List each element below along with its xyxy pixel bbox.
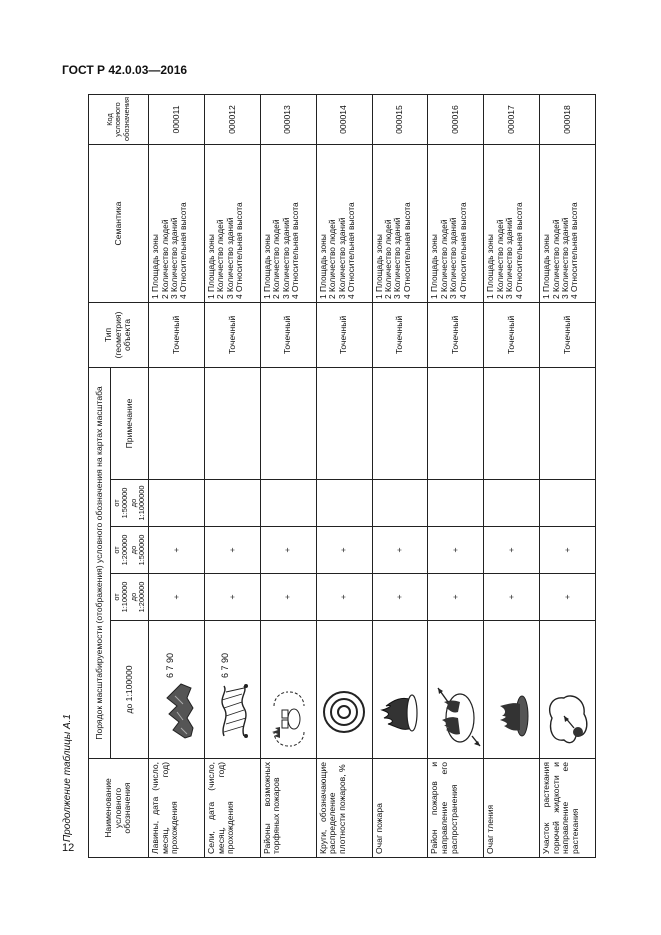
row-code: 000014	[316, 95, 372, 145]
row-semantics-line: 3 Количество зданий	[336, 217, 347, 299]
fire-area-direction-symbol	[428, 621, 484, 759]
row-scale-2: +	[316, 574, 372, 621]
row-semantics-line: 3 Количество зданий	[392, 217, 403, 299]
row-scale-4	[149, 480, 205, 527]
row-type: Точечный	[428, 303, 484, 368]
row-type: Точечный	[204, 303, 260, 368]
row-scale-3: +	[372, 527, 428, 574]
row-note	[372, 368, 428, 480]
table-row	[149, 95, 205, 858]
table-row	[260, 95, 316, 858]
col-header-scale-4: от 1:500000 до 1:1000000	[111, 480, 149, 527]
row-semantics	[540, 145, 596, 303]
row-semantics-line: 2 Количество людей	[382, 219, 393, 299]
row-scale-4	[428, 480, 484, 527]
table-row	[428, 95, 484, 858]
row-name: Районы возможных торфяных пожаров	[260, 759, 316, 858]
table-row	[540, 95, 596, 858]
row-note	[204, 368, 260, 480]
row-semantics-line: 4 Относительная высота	[290, 202, 301, 299]
row-semantics-line: 1 Площадь зоны	[150, 234, 161, 299]
row-scale-4	[204, 480, 260, 527]
row-note	[149, 368, 205, 480]
row-scale-3: +	[316, 527, 372, 574]
col-header-order: Порядок масштабируемости (отображения) условного обозначения на картах масштаба	[89, 368, 111, 759]
row-code: 000011	[149, 95, 205, 145]
col-header-scale-3: от 1:200000 до 1:500000	[111, 527, 149, 574]
fire-seat-symbol	[372, 621, 428, 759]
row-semantics-line: 1 Площадь зоны	[485, 234, 496, 299]
row-scale-3: +	[484, 527, 540, 574]
row-semantics-line: 1 Площадь зоны	[317, 234, 328, 299]
table-row	[484, 95, 540, 858]
col-header-scale-2: от 1:100000 до 1:200000	[111, 574, 149, 621]
rotated-table-wrapper	[88, 95, 596, 858]
row-scale-2: +	[204, 574, 260, 621]
col-header-type: Тип (геометрия) объекта	[89, 303, 149, 368]
liquid-spill-symbol	[540, 621, 596, 759]
row-note	[484, 368, 540, 480]
row-name: Сели, дата (число, месяц, год) прохождения	[204, 759, 260, 858]
row-semantics	[372, 145, 428, 303]
row-scale-2: +	[484, 574, 540, 621]
fire-density-circles-symbol	[316, 621, 372, 759]
row-semantics-line: 2 Количество людей	[550, 219, 561, 299]
smoldering-seat-symbol	[484, 621, 540, 759]
row-semantics-line: 1 Площадь зоны	[261, 234, 272, 299]
row-semantics-line: 3 Количество зданий	[504, 217, 515, 299]
row-scale-4	[372, 480, 428, 527]
table-row	[372, 95, 428, 858]
symbols-table	[88, 94, 596, 858]
row-symbol-date-label: 6 7 90	[164, 652, 175, 678]
row-semantics	[428, 145, 484, 303]
row-semantics-line: 4 Относительная высота	[569, 202, 580, 299]
row-semantics-line: 3 Количество зданий	[559, 217, 570, 299]
row-scale-2: +	[149, 574, 205, 621]
row-code: 000012	[204, 95, 260, 145]
row-code: 000013	[260, 95, 316, 145]
row-type: Точечный	[484, 303, 540, 368]
row-type: Точечный	[260, 303, 316, 368]
row-semantics-line: 3 Количество зданий	[168, 217, 179, 299]
col-header-scale-1: до 1:100000	[111, 621, 149, 759]
page-number: 12	[62, 842, 75, 854]
row-code: 000016	[428, 95, 484, 145]
row-scale-2: +	[372, 574, 428, 621]
row-note	[316, 368, 372, 480]
row-code: 000017	[484, 95, 540, 145]
row-scale-2: +	[540, 574, 596, 621]
row-semantics-line: 4 Относительная высота	[178, 202, 189, 299]
row-scale-3: +	[540, 527, 596, 574]
row-semantics-line: 1 Площадь зоны	[373, 234, 384, 299]
row-semantics-line: 2 Количество людей	[271, 219, 282, 299]
row-semantics	[204, 145, 260, 303]
row-semantics-line: 3 Количество зданий	[224, 217, 235, 299]
row-type: Точечный	[149, 303, 205, 368]
row-semantics-line: 4 Относительная высота	[345, 202, 356, 299]
row-scale-4	[540, 480, 596, 527]
col-header-code: Код условного обозначения	[89, 95, 149, 145]
row-semantics-line: 4 Относительная высота	[457, 202, 468, 299]
row-code: 000018	[540, 95, 596, 145]
row-scale-3: +	[428, 527, 484, 574]
row-semantics-line: 2 Количество людей	[438, 219, 449, 299]
row-semantics-line: 1 Площадь зоны	[541, 234, 552, 299]
row-semantics	[484, 145, 540, 303]
row-name: Круги, обозначающие распределение плотности пожаров, %	[316, 759, 372, 858]
table-row	[204, 95, 260, 858]
row-scale-2: +	[260, 574, 316, 621]
row-name: Очаг пожара	[372, 759, 428, 858]
row-name: Очаг тления	[484, 759, 540, 858]
row-type: Точечный	[540, 303, 596, 368]
row-semantics-line: 3 Количество зданий	[448, 217, 459, 299]
row-name: Участок растекания горючей жидкости и направление ее растекания	[540, 759, 596, 858]
row-type: Точечный	[372, 303, 428, 368]
row-semantics	[149, 145, 205, 303]
row-semantics-line: 2 Количество людей	[159, 219, 170, 299]
row-semantics-line: 1 Площадь зоны	[429, 234, 440, 299]
row-semantics-line: 1 Площадь зоны	[205, 234, 216, 299]
row-semantics-line: 2 Количество людей	[215, 219, 226, 299]
peat-fire-zone-symbol	[260, 621, 316, 759]
table-continuation-caption: Продолжение таблицы А.1	[62, 714, 73, 842]
row-semantics-line: 2 Количество людей	[327, 219, 338, 299]
row-note	[260, 368, 316, 480]
row-scale-2: +	[428, 574, 484, 621]
mudflow-symbol	[204, 621, 260, 759]
row-note	[540, 368, 596, 480]
row-semantics-line: 4 Относительная высота	[401, 202, 412, 299]
row-scale-3: +	[260, 527, 316, 574]
row-type: Точечный	[316, 303, 372, 368]
row-scale-3: +	[149, 527, 205, 574]
row-semantics-line: 3 Количество зданий	[280, 217, 291, 299]
avalanche-symbol	[149, 621, 205, 759]
row-note	[428, 368, 484, 480]
col-header-name: Наименование условного обозначения	[89, 759, 149, 858]
row-semantics-line: 4 Относительная высота	[513, 202, 524, 299]
row-scale-4	[316, 480, 372, 527]
row-scale-4	[260, 480, 316, 527]
row-semantics	[260, 145, 316, 303]
table-row	[316, 95, 372, 858]
row-semantics-line: 2 Количество людей	[494, 219, 505, 299]
row-name: Район пожаров и направление его распространения	[428, 759, 484, 858]
row-scale-3: +	[204, 527, 260, 574]
col-header-semantics: Семантика	[89, 145, 149, 303]
row-name: Лавины, дата (число, месяц, год) прохождения	[149, 759, 205, 858]
row-semantics-line: 4 Относительная высота	[234, 202, 245, 299]
row-scale-4	[484, 480, 540, 527]
col-header-note: Примечание	[111, 368, 149, 480]
row-semantics	[316, 145, 372, 303]
row-symbol-date-label: 6 7 90	[220, 652, 231, 678]
row-code: 000015	[372, 95, 428, 145]
document-header: ГОСТ Р 42.0.03—2016	[62, 63, 188, 77]
